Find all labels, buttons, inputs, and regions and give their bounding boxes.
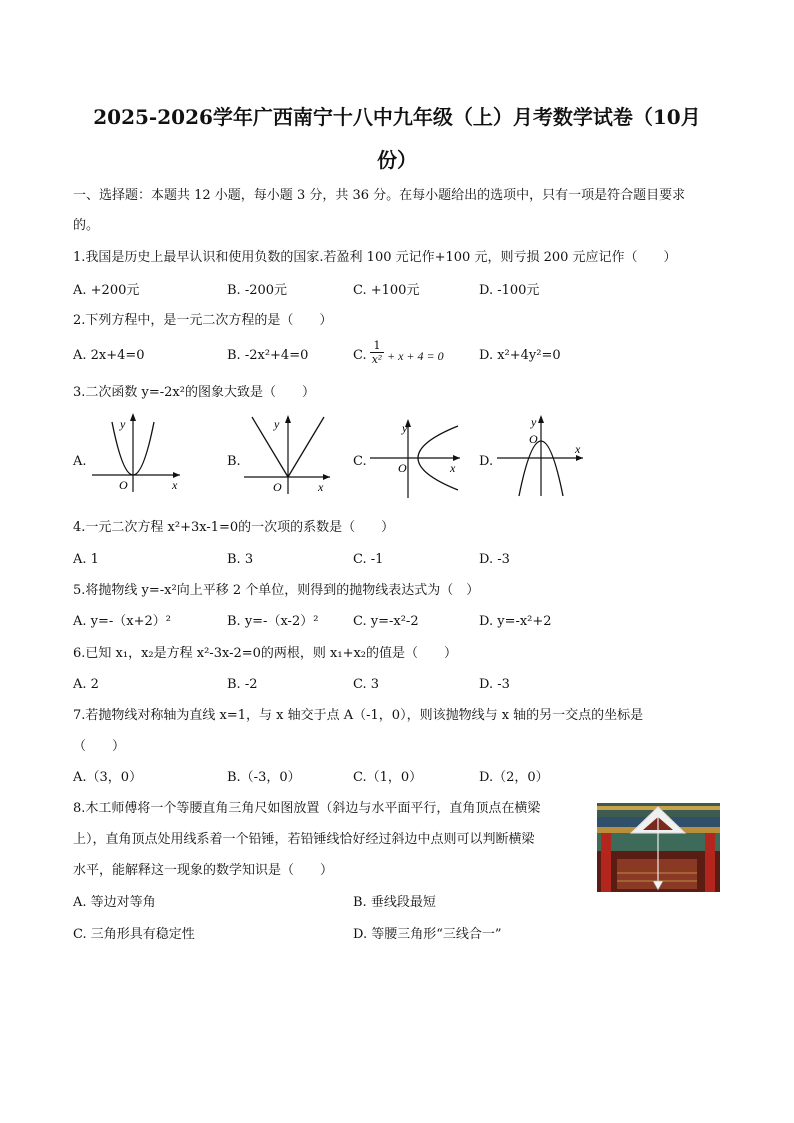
q3-option-b: B. bbox=[227, 454, 241, 469]
fraction-numerator: 1 bbox=[370, 339, 384, 353]
q6-option-c: C. 3 bbox=[353, 677, 380, 692]
origin-label: O bbox=[273, 480, 282, 494]
q8-stem-cont2: 水平，能解释这一现象的数学知识是（ ） bbox=[73, 863, 334, 878]
y-axis-label: y bbox=[120, 417, 126, 431]
origin-label: O bbox=[119, 478, 128, 492]
q4-option-c: C. -1 bbox=[353, 552, 384, 567]
q5-option-c: C. y=-x²-2 bbox=[353, 614, 419, 629]
section-header: 一、选择题：本题共 12 小题，每小题 3 分，共 36 分。在每小题给出的选项中，只有一项是符合题目要求 bbox=[73, 188, 686, 203]
q5-option-a: A. y=-（x+2）² bbox=[73, 614, 171, 629]
q1-option-d: D. -100元 bbox=[479, 283, 540, 298]
y-axis-label: y bbox=[531, 415, 537, 429]
q8-option-c: C. 三角形具有稳定性 bbox=[73, 927, 195, 942]
q3-stem: 3.二次函数 y=-2x²的图象大致是（ ） bbox=[73, 385, 315, 400]
q2-stem: 2.下列方程中，是一元二次方程的是（ ） bbox=[73, 313, 333, 328]
q3-option-d: D. bbox=[479, 454, 494, 469]
q4-option-d: D. -3 bbox=[479, 552, 510, 567]
origin-label: O bbox=[529, 432, 538, 446]
x-axis-label: x bbox=[318, 480, 324, 494]
q6-stem: 6.已知 x₁，x₂是方程 x²-3x-2=0的两根，则 x₁+x₂的值是（ ） bbox=[73, 646, 458, 661]
q3-option-c: C. bbox=[353, 454, 367, 469]
q6-option-b: B. -2 bbox=[227, 677, 258, 692]
q6-option-d: D. -3 bbox=[479, 677, 510, 692]
q2-option-d: D. x²+4y²=0 bbox=[479, 348, 561, 363]
q2-option-c-rest: + x + 4 = 0 bbox=[387, 349, 444, 363]
q4-stem: 4.一元二次方程 x²+3x-1=0的一次项的系数是（ ） bbox=[73, 520, 395, 535]
q7-option-d: D.（2，0） bbox=[479, 770, 549, 785]
fraction-denominator: x² bbox=[371, 353, 383, 366]
q1-option-c: C. +100元 bbox=[353, 283, 420, 298]
q1-stem: 1.我国是历史上最早认识和使用负数的国家.若盈利 100 元记作+100 元，则亏损 200 元应记作（ ） bbox=[73, 250, 677, 265]
q7-stem-cont: （ ） bbox=[73, 739, 126, 754]
q6-option-a: A. 2 bbox=[73, 677, 99, 692]
q5-option-d: D. y=-x²+2 bbox=[479, 614, 552, 629]
q4-option-a: A. 1 bbox=[73, 552, 99, 567]
q7-option-b: B.（-3，0） bbox=[227, 770, 301, 785]
q5-stem: 5.将抛物线 y=-x²向上平移 2 个单位，则得到的抛物线表达式为（ ） bbox=[73, 583, 480, 598]
q2-option-a: A. 2x+4=0 bbox=[73, 348, 145, 363]
q2-option-c-label: C. bbox=[353, 348, 367, 363]
q3-graph-d bbox=[495, 414, 595, 498]
x-axis-label: x bbox=[450, 461, 456, 475]
q3-graph-b bbox=[240, 412, 340, 496]
beam-triangle-photo bbox=[597, 803, 720, 892]
q3-graph-a bbox=[88, 410, 188, 494]
q5-option-b: B. y=-（x-2）² bbox=[227, 614, 319, 629]
q4-option-b: B. 3 bbox=[227, 552, 254, 567]
q2-option-c-fraction bbox=[370, 339, 384, 366]
y-axis-label: y bbox=[274, 417, 280, 431]
q1-option-a: A. +200元 bbox=[73, 283, 140, 298]
q8-stem-cont: 上），直角顶点处用线系着一个铅锤，若铅锤线恰好经过斜边中点则可以判断横梁 bbox=[73, 832, 535, 847]
q7-option-c: C.（1，0） bbox=[353, 770, 423, 785]
x-axis-label: x bbox=[172, 478, 178, 492]
q8-option-b: B. 垂线段最短 bbox=[353, 895, 436, 910]
q8-stem: 8.木工师傅将一个等腰直角三角尺如图放置（斜边与水平面平行，直角顶点在横梁 bbox=[73, 801, 541, 816]
q2-option-b: B. -2x²+4=0 bbox=[227, 348, 309, 363]
exam-title-line2: 份） bbox=[377, 148, 417, 172]
section-header-cont: 的。 bbox=[73, 218, 100, 233]
origin-label: O bbox=[398, 461, 407, 475]
y-axis-label: y bbox=[402, 421, 408, 435]
q3-option-a: A. bbox=[73, 454, 87, 469]
exam-title-line1: 2025-2026学年广西南宁十八中九年级（上）月考数学试卷（10月 bbox=[93, 105, 701, 129]
q8-option-a: A. 等边对等角 bbox=[73, 895, 156, 910]
q7-option-a: A.（3，0） bbox=[73, 770, 143, 785]
q3-graph-c bbox=[368, 418, 468, 500]
q8-option-d: D. 等腰三角形“三线合一” bbox=[353, 927, 502, 942]
x-axis-label: x bbox=[575, 442, 581, 456]
q1-option-b: B. -200元 bbox=[227, 283, 288, 298]
q7-stem: 7.若抛物线对称轴为直线 x=1，与 x 轴交于点 A（-1，0），则该抛物线与 x 轴的另一交点的坐标是 bbox=[73, 708, 644, 723]
